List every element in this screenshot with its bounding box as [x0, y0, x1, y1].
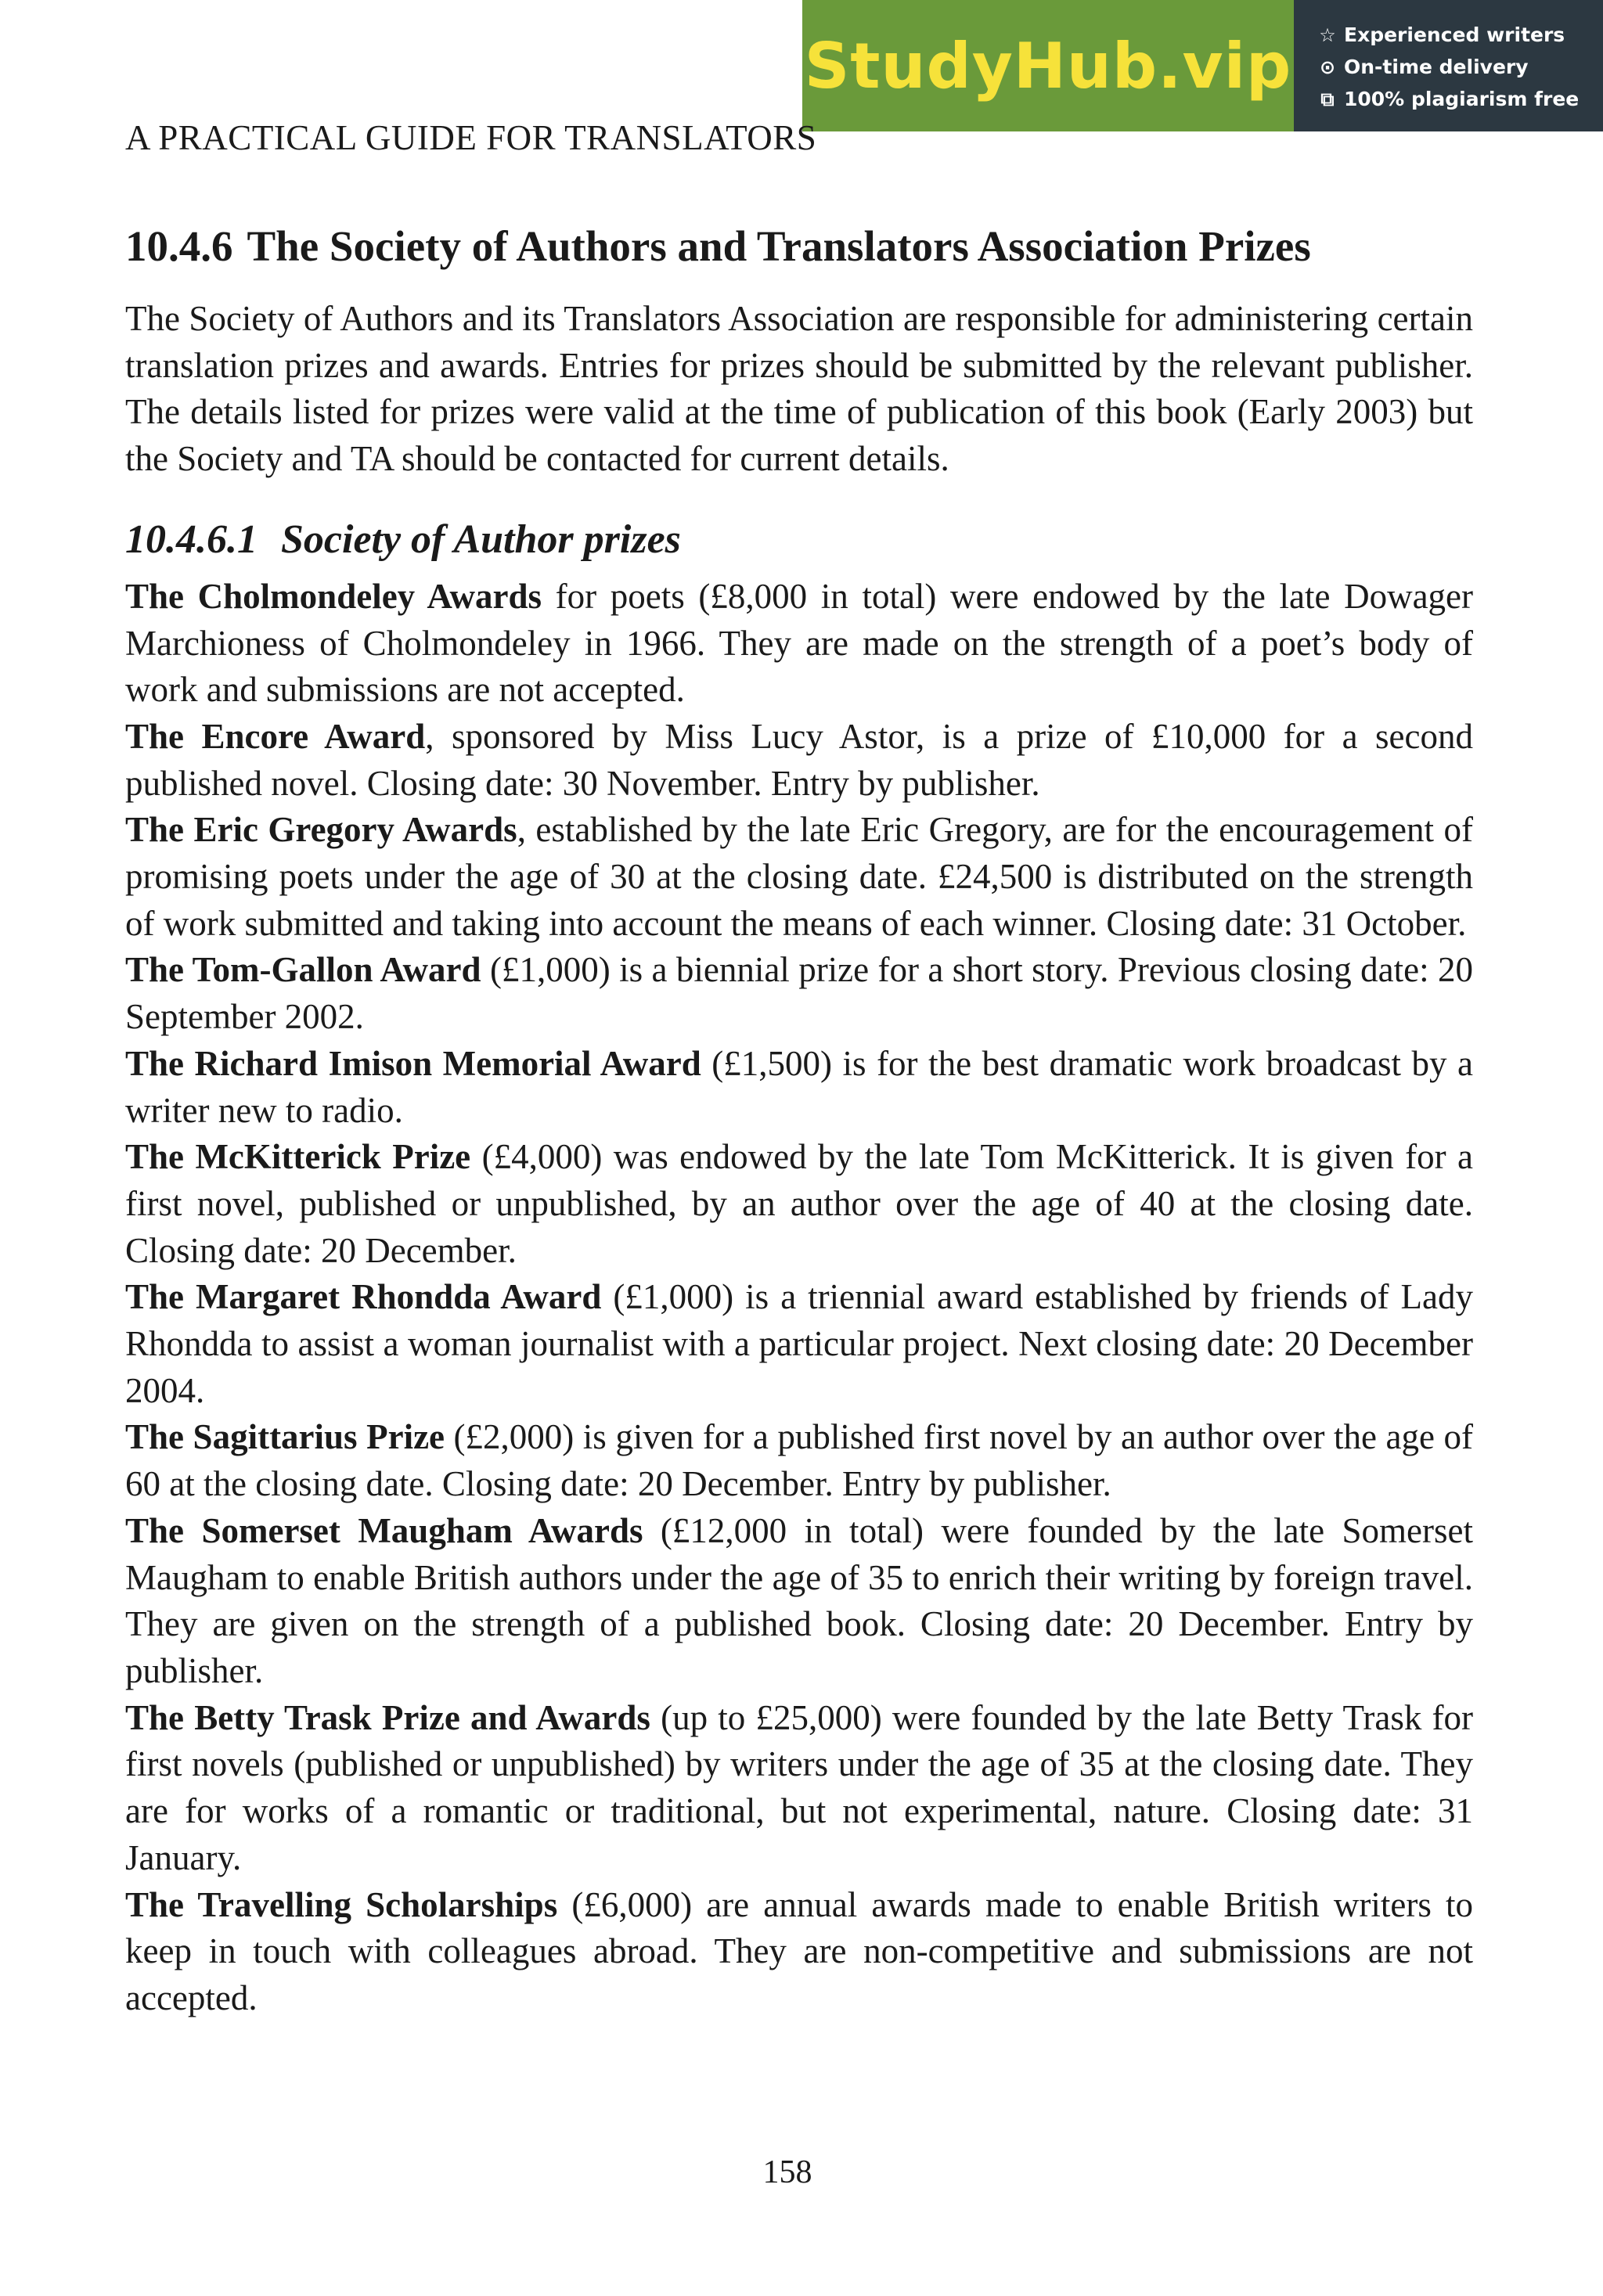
- prize-name: The Cholmondeley Awards: [125, 576, 542, 616]
- subsection-number: 10.4.6.1: [125, 516, 258, 562]
- prize-description: (£2,000) is given for a published first novel by an author over the age of 60 at the closing date. Closing date: 20 December. Entry by publisher.: [125, 1417, 1473, 1504]
- studyhub-logo[interactable]: StudyHub.vip: [804, 29, 1292, 103]
- feature-plagiarism-free: [1316, 83, 1603, 115]
- prize-description: (£4,000) was endowed by the late Tom McKitterick. It is given for a first novel, published or unpublished, by an author over the age of 40 at the closing date. Closing date: 20 December.: [125, 1137, 1473, 1270]
- section-heading: [125, 218, 1473, 275]
- section-title: The Society of Authors and Translators Association Prizes: [247, 222, 1311, 270]
- feature-label: Experienced writers: [1344, 23, 1565, 46]
- prize-name: The Somerset Maugham Awards: [125, 1510, 643, 1550]
- prize-name: The Margaret Rhondda Award: [125, 1277, 602, 1317]
- prize-entry-eric-gregory: [125, 807, 1473, 947]
- prize-entry-tom-gallon: [125, 947, 1473, 1040]
- prize-description: (£1,000) is a biennial prize for a short story. Previous closing date: 20 September 2002.: [125, 950, 1474, 1037]
- feature-on-time-delivery: [1316, 51, 1603, 83]
- studyhub-banner[interactable]: [802, 0, 1603, 131]
- prize-entry-travelling-scholarships: [125, 1882, 1473, 2022]
- section-number: 10.4.6: [125, 222, 233, 270]
- banner-logo-area[interactable]: [802, 0, 1294, 131]
- section-intro: The Society of Authors and its Translators Association are responsible for administering certain translation prizes and awards. Entries for prizes should be submitted by the relevant publisher. The details listed for prizes were valid at the time of publication of this book (Early 2003) but the Society and TA should be contacted for current details.: [125, 299, 1473, 479]
- prize-entry-richard-imison: [125, 1041, 1473, 1134]
- star-icon: ☆: [1319, 23, 1336, 46]
- prize-name: The Travelling Scholarships: [125, 1884, 558, 1924]
- prize-description: for poets (£8,000 in total) were endowed by the late Dowager Marchioness of Cholmondeley in 1966. They are made on the strength of a poet’s body of work and submissions are not accepted.: [125, 576, 1474, 710]
- prize-description: (£12,000 in total) were founded by the late Somerset Maugham to enable British authors under the age of 35 to enrich their writing by foreign travel. They are given on the strength of a published book. Closing date: 20 December. Entry by publisher.: [125, 1510, 1473, 1690]
- prize-name: The Tom-Gallon Award: [125, 950, 481, 990]
- prize-description: (£1,500) is for the best dramatic work broadcast by a writer new to radio.: [125, 1043, 1473, 1130]
- prize-name: The Eric Gregory Awards: [125, 810, 517, 850]
- prize-entry-somerset-maugham: [125, 1508, 1473, 1695]
- prize-entry-cholmondeley: [125, 574, 1473, 714]
- prize-entry-mckitterick: [125, 1134, 1473, 1274]
- running-head: A PRACTICAL GUIDE FOR TRANSLATORS: [125, 118, 817, 157]
- feature-experienced-writers: [1316, 19, 1603, 51]
- prize-name: The Betty Trask Prize and Awards: [125, 1697, 650, 1737]
- copy-icon: ⧉: [1320, 88, 1335, 110]
- feature-label: On-time delivery: [1344, 56, 1529, 78]
- prize-entry-encore: [125, 714, 1473, 807]
- feature-label: 100% plagiarism free: [1344, 88, 1580, 110]
- subsection-heading: [125, 514, 1473, 566]
- prize-name: The Sagittarius Prize: [125, 1417, 445, 1457]
- prize-name: The Richard Imison Memorial Award: [125, 1043, 701, 1083]
- prize-entry-betty-trask: [125, 1695, 1473, 1882]
- page-number: 158: [762, 2154, 812, 2190]
- prize-description: (£1,000) is a triennial award established by friends of Lady Rhondda to assist a woman journalist with a particular project. Next closing date: 20 December 2004.: [125, 1277, 1473, 1410]
- prize-description: (up to £25,000) were founded by the late Betty Trask for first novels (published or unpublished) by writers under the age of 35 at the closing date. They are for works of a romantic or traditional, but not experimental, nature. Closing date: 31 January.: [125, 1697, 1473, 1877]
- clock-icon: ⊙: [1319, 56, 1336, 78]
- prize-description: , established by the late Eric Gregory, are for the encouragement of promising poets under the age of 30 at the closing date. £24,500 is distributed on the strength of work submitted and taking into account the means of each winner. Closing date: 31 October.: [125, 810, 1473, 943]
- prize-entry-margaret-rhondda: [125, 1274, 1473, 1414]
- prize-name: The McKitterick Prize: [125, 1137, 471, 1177]
- prize-description: (£6,000) are annual awards made to enable British writers to keep in touch with colleagues abroad. They are non-competitive and submissions are not accepted.: [125, 1884, 1473, 2017]
- prize-entry-sagittarius: [125, 1414, 1473, 1507]
- subsection-title: Society of Author prizes: [281, 516, 681, 562]
- prize-name: The Encore Award: [125, 716, 426, 756]
- prize-description: , sponsored by Miss Lucy Astor, is a prize of £10,000 for a second published novel. Closing date: 30 November. Entry by publisher.: [125, 716, 1473, 803]
- page-content: [125, 218, 1473, 2022]
- banner-features: [1294, 0, 1603, 131]
